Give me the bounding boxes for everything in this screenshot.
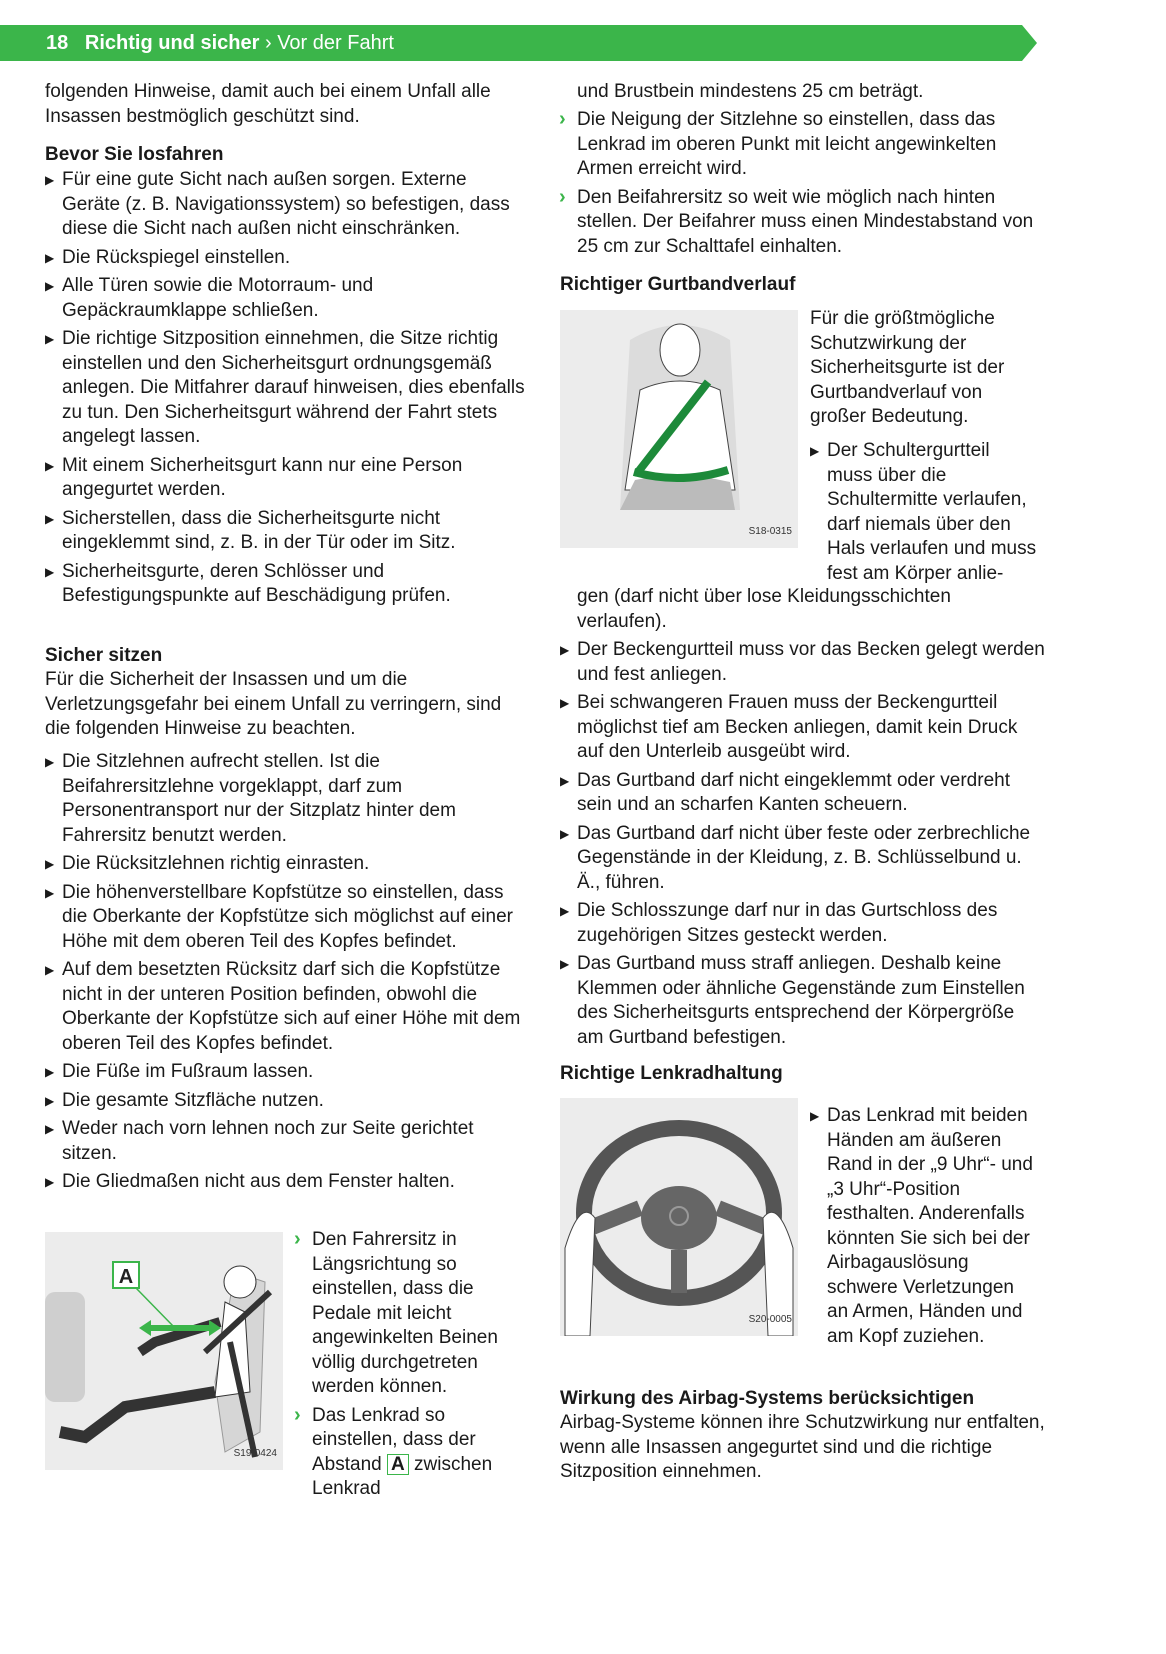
- list-item: ▶ Der Schultergurtteil muss über die Schultermitte verlaufen, darf niemals über den Hals verlaufen und muss fest am Körper anlie-: [810, 440, 1037, 584]
- chevron-bullet-icon: ›: [294, 1403, 301, 1426]
- triangle-bullet-icon: ▶: [45, 963, 55, 977]
- sit-intro-text: Für die Sicherheit der Insassen und um die Verletzungsgefahr bei einem Unfall zu verringern, sind die folgenden Hinweise zu beachten.: [45, 669, 502, 739]
- list-item: ▶ Auf dem besetzten Rücksitz darf sich die Kopfstütze nicht in der unteren Position befinden, obwohl die Oberkante der Kopfstütze sich auf einer Höhe mit dem oberen Teil des Kopfes befindet.: [45, 959, 521, 1054]
- list-item: ▶ Die höhenverstellbare Kopfstütze so einstellen, dass die Oberkante der Kopfstütze sich möglichst auf einer Höhe mit dem oberen Teil des Kopfes befindet.: [45, 881, 513, 952]
- intro-text: folgenden Hinweise, damit auch bei einem Unfall alle Insassen bestmöglich geschützt sind.: [45, 81, 491, 127]
- belt-shoulder-item-continued: gen (darf nicht über lose Kleidungsschichten verlaufen).: [577, 586, 951, 632]
- chevron-bullet-icon: ›: [559, 108, 566, 130]
- triangle-bullet-icon: ▶: [45, 1122, 55, 1136]
- figure-steering-wheel: [560, 1098, 798, 1336]
- list-item: › Das Lenkrad so einstellen, dass der Abstand A zwischen Lenkrad: [294, 1403, 493, 1499]
- figure-code: S18-0315: [748, 525, 792, 537]
- list-item: ▶ Bei schwangeren Frauen muss der Beckengurtteil möglichst tief am Becken anliegen, damit kein Druck auf den Unterleib ausgeübt wird.: [560, 692, 1018, 762]
- list-item: › Den Beifahrersitz so weit wie möglich nach hinten stellen. Der Beifahrer muss einen Mindestabstand von 25 cm zur Schalttafel einhalten.: [559, 185, 1034, 257]
- triangle-bullet-icon: ▶: [810, 444, 820, 458]
- figure-code: S19-0424: [233, 1447, 277, 1459]
- list-item: ▶ Mit einem Sicherheitsgurt kann nur eine Person angegurtet werden.: [45, 454, 463, 500]
- triangle-bullet-icon: ▶: [45, 332, 55, 346]
- list-item: ▶ Die Füße im Fußraum lassen.: [45, 1060, 525, 1085]
- triangle-bullet-icon: ▶: [560, 904, 570, 918]
- list-item: ▶ Die Schlosszunge darf nur in das Gurtschloss des zugehörigen Sitzes gesteckt werden.: [560, 900, 998, 946]
- list-item: ▶ Die richtige Sitzposition einnehmen, die Sitze richtig einstellen und den Sicherheitsgurt ordnungsgemäß anlegen. Die Mitfahrer darauf hinweisen, dies ebenfalls zu tun. Den Sicherheitsgurt während der Fahrt stets angelegt lassen.: [45, 328, 525, 447]
- belt-shoulder-item: [810, 439, 1040, 590]
- seated-driver-illustration: [45, 1232, 283, 1470]
- list-item: ▶ Die Sitzlehnen aufrecht stellen. Ist die Beifahrersitzlehne vorgeklappt, darf zum Personentransport nur der Sitzplatz hinter dem Fahrersitz benutzt werden.: [45, 751, 456, 846]
- list-item: ▶ Weder nach vorn lehnen noch zur Seite gerichtet sitzen.: [45, 1118, 474, 1164]
- steering-list: [810, 1104, 1040, 1353]
- triangle-bullet-icon: ▶: [45, 564, 55, 579]
- list-item: ▶ Für eine gute Sicht nach außen sorgen. Externe Geräte (z. B. Navigationssystem) so befestigen, dass diese die Sicht nach außen nicht einschränken.: [45, 169, 510, 239]
- before-driving-list: [45, 168, 525, 613]
- list-item: ▶ Die Rückspiegel einstellen.: [45, 246, 525, 271]
- list-item: ▶ Alle Türen sowie die Motorraum- und Gepäckraumklappe schließen.: [45, 275, 374, 321]
- figure-seat-belt: [560, 310, 798, 548]
- belt-intro-text: Für die größtmögliche Schutzwirkung der Sicherheitsgurte ist der Gurtbandverlauf von großer Bedeutung.: [810, 308, 1005, 427]
- page-header: [0, 25, 1095, 61]
- heading-sit-safely: Sicher sitzen: [45, 645, 163, 666]
- heading-belt-routing: Richtiger Gurtbandverlauf: [560, 274, 796, 295]
- sit-safely-list: [45, 750, 525, 1199]
- list-item: ▶ Sicherheitsgurte, deren Schlösser und Befestigungspunkte auf Beschädigung prüfen.: [45, 560, 451, 606]
- triangle-bullet-icon: ▶: [810, 1109, 820, 1123]
- triangle-bullet-icon: ▶: [45, 1093, 55, 1108]
- seat-belt-illustration: [560, 310, 798, 548]
- page-number: 18: [46, 32, 69, 54]
- svg-text:A: A: [118, 1266, 134, 1288]
- triangle-bullet-icon: ▶: [45, 250, 55, 265]
- list-item: ▶ Das Lenkrad mit beiden Händen am äußeren Rand in der „9 Uhr“- und „3 Uhr“-Position festhalten. Anderenfalls könnten Sie sich bei der Airbagauslösung schwere Verletzungen an Armen, Händen und am Kopf zuziehen.: [810, 1105, 1033, 1347]
- seat-adjust-list-continued: [560, 108, 1045, 263]
- figure-seat-position: [45, 1232, 283, 1470]
- triangle-bullet-icon: ▶: [45, 857, 55, 871]
- triangle-bullet-icon: ▶: [45, 458, 55, 473]
- triangle-bullet-icon: ▶: [45, 885, 55, 900]
- triangle-bullet-icon: ▶: [45, 511, 55, 526]
- triangle-bullet-icon: ▶: [560, 643, 570, 657]
- list-item: › Die Neigung der Sitzlehne so einstellen, dass das Lenkrad im oberen Punkt mit leicht angewinkelten Armen erreicht wird.: [559, 108, 997, 179]
- list-item: › Den Fahrersitz in Längsrichtung so einstellen, dass die Pedale mit leicht angewinkelten Beinen völlig durchgetreten werden können.: [294, 1228, 498, 1397]
- list-item: ▶ Das Gurtband darf nicht eingeklemmt oder verdreht sein und an scharfen Kanten scheuern.: [560, 769, 1010, 815]
- triangle-bullet-icon: ▶: [45, 755, 55, 769]
- triangle-bullet-icon: ▶: [45, 1065, 55, 1079]
- triangle-bullet-icon: ▶: [560, 826, 570, 841]
- steering-wheel-illustration: [560, 1098, 798, 1336]
- list-item: ▶ Sicherstellen, dass die Sicherheitsgurte nicht eingeklemmt sind, z. B. in der Tür oder im Sitz.: [45, 507, 456, 553]
- list-item: ▶ Das Gurtband darf nicht über feste oder zerbrechliche Gegenstände in der Kleidung, z. B. Schlüsselbund u. Ä., führen.: [560, 822, 1031, 893]
- section-title: Richtig und sicher: [84, 32, 260, 54]
- chevron-bullet-icon: ›: [559, 185, 566, 208]
- belt-list: [560, 638, 1045, 1054]
- triangle-bullet-icon: ▶: [45, 279, 55, 293]
- list-item: ▶ Die Rücksitzlehnen richtig einrasten.: [45, 852, 525, 877]
- list-item: ▶ Die Gliedmaßen nicht aus dem Fenster halten.: [45, 1170, 525, 1195]
- list-item: ▶ Der Beckengurtteil muss vor das Becken gelegt werden und fest anliegen.: [560, 639, 1045, 685]
- triangle-bullet-icon: ▶: [560, 696, 570, 710]
- heading-before-driving: Bevor Sie losfahren: [45, 144, 224, 165]
- triangle-bullet-icon: ▶: [560, 773, 570, 788]
- heading-airbag: Wirkung des Airbag-Systems berücksichtigen: [560, 1388, 975, 1409]
- triangle-bullet-icon: ▶: [45, 173, 55, 187]
- airbag-text: Airbag-Systeme können ihre Schutzwirkung nur entfalten, wenn alle Insassen angegurtet sind und die richtige Sitzposition einnehmen.: [560, 1412, 1045, 1482]
- continuation-text: und Brustbein mindestens 25 cm beträgt.: [577, 81, 924, 102]
- chevron-bullet-icon: ›: [294, 1228, 301, 1250]
- subsection-title: Vor der Fahrt: [277, 32, 394, 54]
- list-item: ▶ Das Gurtband muss straff anliegen. Deshalb keine Klemmen oder ähnliche Gegenstände zum Einstellen des Sicherheitsgurts entsprechend der Körpergröße am Gurtband befestigen.: [560, 953, 1025, 1048]
- list-item: ▶ Die gesamte Sitzfläche nutzen.: [45, 1089, 525, 1114]
- figure-code: S20-0005: [748, 1313, 792, 1325]
- label-a-box: A: [387, 1454, 409, 1475]
- triangle-bullet-icon: ▶: [560, 957, 570, 971]
- seat-adjust-list: [295, 1228, 525, 1506]
- heading-steering-grip: Richtige Lenkradhaltung: [560, 1063, 783, 1084]
- breadcrumb-separator: ›: [264, 32, 272, 54]
- triangle-bullet-icon: ▶: [45, 1175, 55, 1189]
